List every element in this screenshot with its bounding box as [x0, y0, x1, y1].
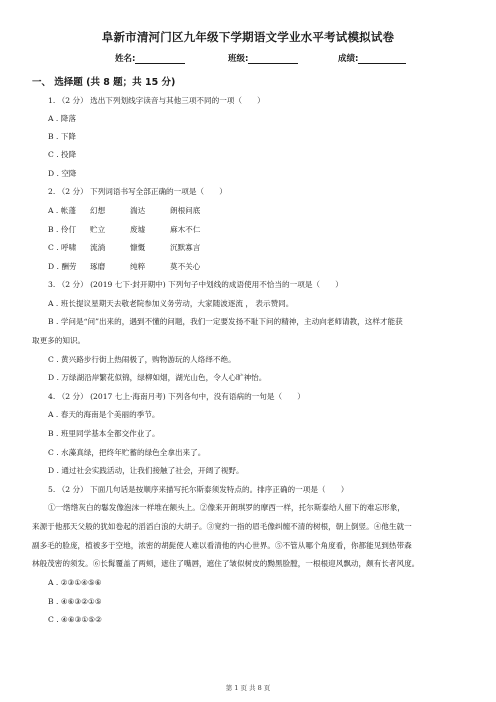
option-cell: B . 伶仃 [48, 225, 77, 234]
option-cell: D . 酬劳 [48, 262, 77, 271]
option-cell: 湍达 [130, 206, 146, 215]
answer-option: C . 水藻真绿，把终年贮蓄的绿色全拿出来了。 [48, 448, 206, 457]
answer-option: C . ④⑥③①⑤② [48, 615, 102, 624]
option-cell: 贮立 [90, 225, 106, 234]
answer-option: A . ②③①④⑤⑥ [48, 578, 102, 587]
question-stem: 4. （2 分） (2017 七上·海南月考) 下列各句中，没有语病的一句是（ ） [48, 392, 305, 401]
name-blank [135, 54, 185, 64]
question-stem: 2. （2 分） 下列词语书写全部正确的一项是（ ） [48, 187, 227, 196]
option-cell: 幻想 [90, 206, 106, 215]
class-blank [248, 54, 298, 64]
answer-option [48, 206, 200, 216]
option-cell: 琢磨 [90, 262, 106, 271]
answer-option: A . 降落 [48, 114, 76, 123]
answer-option: B . 下降 [48, 132, 77, 141]
score-field [338, 52, 406, 64]
option-cell: C . 呼啸 [48, 243, 77, 252]
answer-option: A . 春天的海南是个美丽的季节。 [48, 410, 160, 419]
question-stem: 3. （2 分） (2019 七下·封开期中) 下列句子中划线的成语使用不恰当的一项是（ ） [48, 280, 343, 289]
option-cell: 废墟 [130, 225, 146, 234]
option-cell: 纯粹 [130, 262, 146, 271]
name-label: 姓名: [115, 54, 136, 64]
answer-option [48, 243, 200, 253]
answer-option [48, 225, 200, 235]
answer-option: B . 学问是“问”出来的，遇到不懂的问题，我们一定要发扬不耻下问的精神，主动向老师请教，这样才能获 [48, 317, 403, 326]
option-cell: 莫不关心 [170, 262, 201, 271]
class-label: 班级: [228, 54, 249, 64]
passage-line: ①一绺绺灰白的鬈发像泡沫一样堆在额头上。②像来开朗琪罗的摩西一样，托尔斯泰给人留下的难忘形象， [48, 503, 405, 512]
answer-option: A . 班长提议星期天去敬老院参加义务劳动，大家随波逐流 ， 表示赞同。 [48, 299, 294, 308]
option-cell: 沉默寡言 [170, 243, 201, 252]
option-cell: 朗根问底 [170, 206, 201, 215]
passage-line: 林般茂密的须发。⑥长髯覆盖了两颊，遮住了嘴唇，遮住了皱似树皮的黝黑脸膛，一根根迎风飘动，颇有长者风度。 [32, 559, 420, 568]
exam-title: 阜新市清河门区九年级下学期语文学业水平考试模拟试卷 [101, 30, 395, 44]
score-label: 成绩: [338, 54, 359, 64]
answer-option-continued: 取更多的知识。 [32, 336, 86, 345]
option-cell: 慷慨 [130, 243, 146, 252]
score-blank [358, 54, 406, 64]
page-number-footer: 第 1 页 共 8 页 [225, 684, 271, 692]
answer-option [48, 262, 200, 272]
answer-option: D . 通过社会实践活动，让我们接触了社会，开阔了视野。 [48, 466, 244, 475]
answer-option: B . 班里同学基本全都交作业了。 [48, 429, 160, 438]
section-heading: 一、 选择题 (共 8 题；共 15 分) [32, 77, 176, 88]
answer-option: C . 投降 [48, 150, 77, 159]
passage-line: 来源于他那天父般的犹如卷起的滔滔白浪的大胡子。③宽约一指的眉毛像纠缠不清的树根，朝上倒竖。④他生就一 [32, 522, 412, 531]
option-cell: A . 帐蓬 [48, 206, 76, 215]
option-cell: 流淌 [90, 243, 106, 252]
answer-option: D . 万绿湖沿岸繁花似锦，绿柳如烟，湖光山色，令人心旷神怡。 [48, 373, 267, 382]
question-stem: 5. （2 分） 下面几句话是按顺序来描写托尔斯泰须发特点的。排序正确的一项是（ ） [48, 485, 349, 494]
option-cell: 麻木不仁 [170, 225, 201, 234]
passage-line: 副多毛的脸庞，植被多于空地，浓密的胡髭使人难以看清他的内心世界。⑤不管从哪个角度看，你都能见到热带森 [32, 541, 412, 550]
name-field [115, 52, 185, 64]
answer-option: B . ④⑥③②①⑤ [48, 597, 102, 606]
answer-option: D . 空降 [48, 169, 77, 178]
question-stem: 1. （2 分） 选出下列划线字读音与其他三项不同的一项（ ） [48, 96, 265, 105]
class-field [228, 52, 298, 64]
answer-option: C . 黄兴路步行街上热闹极了，购物游玩的人络绎不绝。 [48, 355, 236, 364]
